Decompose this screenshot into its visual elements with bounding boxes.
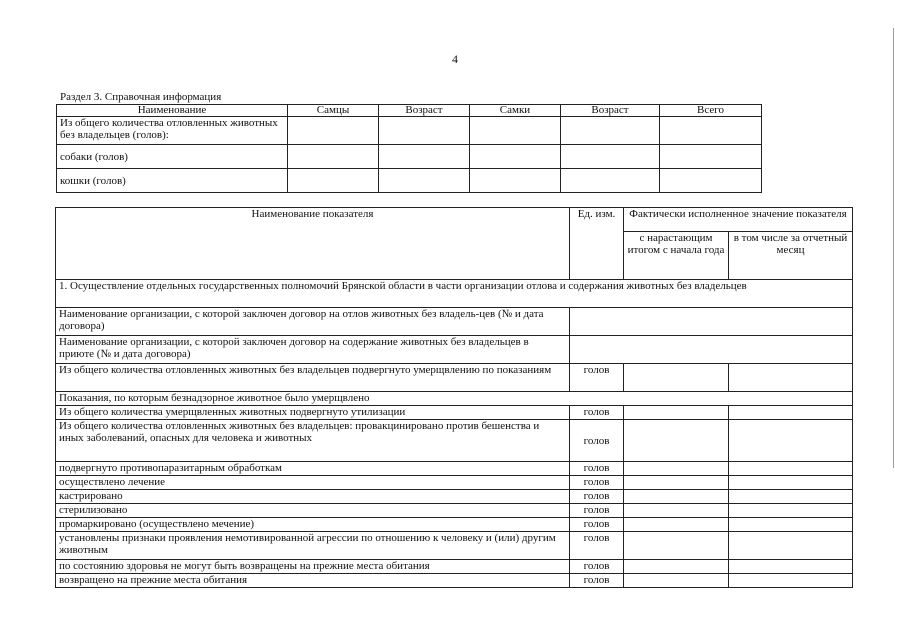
section-heading: 1. Осуществление отдельных государственных полномочий Брянской области в части организации отлова и содержания животных без владельцев (56, 280, 853, 308)
table-cell (379, 145, 470, 169)
table-row (56, 574, 853, 588)
animals-summary-table (56, 104, 762, 193)
table-row (56, 336, 853, 364)
row-label: кошки (голов) (57, 169, 288, 193)
unit-cell: голов (570, 476, 624, 490)
header-cumulative: с нарастающим итогом с начала года (624, 232, 729, 280)
unit-cell: голов (570, 406, 624, 420)
row-label: Из общего количества отловленных животных без владельцев подвергнуто умерщвлению по показаниям (56, 364, 570, 392)
table-cell (729, 574, 853, 588)
header-actual-value: Фактически исполненное значение показателя (624, 208, 853, 232)
table-cell (624, 490, 729, 504)
table-cell (624, 574, 729, 588)
unit-cell: голов (570, 462, 624, 476)
scan-edge-line (893, 28, 894, 468)
table-cell (470, 169, 561, 193)
table-cell (624, 364, 729, 392)
table-cell (729, 406, 853, 420)
table-cell (470, 117, 561, 145)
table-cell (288, 145, 379, 169)
table-row (57, 145, 762, 169)
table-row (56, 462, 853, 476)
row-label: установлены признаки проявления немотивированной агрессии по отношению к человеку и (или) другим животным (56, 532, 570, 560)
row-label: Наименование организации, с которой заключен договор на содержание животных без владельцев в приюте (№ и дата договора) (56, 336, 570, 364)
table-row (56, 406, 853, 420)
row-label: возвращено на прежние места обитания (56, 574, 570, 588)
row-label: Из общего количества умерщвленных животных подвергнуто утилизации (56, 406, 570, 420)
table-row (56, 504, 853, 518)
table-row (56, 364, 853, 392)
row-label: Показания, по которым безнадзорное животное было умерщвлено (56, 392, 853, 406)
table-cell (660, 169, 762, 193)
header-males: Самцы (288, 105, 379, 117)
table-header-row (56, 208, 853, 232)
table-cell (624, 420, 729, 462)
header-females: Самки (470, 105, 561, 117)
table-row (56, 392, 853, 406)
table-cell (561, 169, 660, 193)
table-row (56, 560, 853, 574)
section-title: Раздел 3. Справочная информация (60, 91, 222, 103)
row-label: собаки (голов) (57, 145, 288, 169)
table-cell (624, 462, 729, 476)
page-number: 4 (452, 52, 458, 66)
row-label: промаркировано (осуществлено мечение) (56, 518, 570, 532)
table-row (56, 476, 853, 490)
table-cell (660, 145, 762, 169)
table-cell (288, 169, 379, 193)
unit-cell: голов (570, 364, 624, 392)
table-row (56, 420, 853, 462)
row-label: подвергнуто противопаразитарным обработкам (56, 462, 570, 476)
header-total: Всего (660, 105, 762, 117)
indicators-table (55, 207, 853, 588)
table-header-row (57, 105, 762, 117)
unit-cell: голов (570, 532, 624, 560)
table-cell (561, 117, 660, 145)
row-label: стерилизовано (56, 504, 570, 518)
header-reporting-month: в том числе за отчетный месяц (729, 232, 853, 280)
table-row (57, 117, 762, 145)
row-label: кастрировано (56, 490, 570, 504)
table-cell (624, 406, 729, 420)
header-name: Наименование (57, 105, 288, 117)
table-cell (379, 117, 470, 145)
table-cell (729, 462, 853, 476)
header-age-females: Возраст (561, 105, 660, 117)
row-label: по состоянию здоровья не могут быть возвращены на прежние места обитания (56, 560, 570, 574)
table-cell (624, 560, 729, 574)
table-row (57, 169, 762, 193)
table-cell (729, 560, 853, 574)
row-label: осуществлено лечение (56, 476, 570, 490)
table-cell (624, 532, 729, 560)
table-cell (624, 518, 729, 532)
header-unit: Ед. изм. (570, 208, 624, 280)
unit-cell: голов (570, 420, 624, 462)
table-cell (729, 518, 853, 532)
table-cell (624, 476, 729, 490)
row-label: Из общего количества отловленных животных без владельцев: провакцинировано против бешенства и иных заболеваний, опасных для человека и животных (56, 420, 570, 462)
unit-cell: голов (570, 504, 624, 518)
table-cell (729, 420, 853, 462)
table-row (56, 490, 853, 504)
unit-cell: голов (570, 560, 624, 574)
table-cell (561, 145, 660, 169)
row-label: Наименование организации, с которой заключен договор на отлов животных без владель-цев (№ и дата договора) (56, 308, 570, 336)
row-label: Из общего количества отловленных животных без владельцев (голов): (57, 117, 288, 145)
table-cell (729, 364, 853, 392)
unit-cell: голов (570, 490, 624, 504)
unit-cell: голов (570, 518, 624, 532)
table-cell (570, 336, 853, 364)
table-cell (288, 117, 379, 145)
table-cell (624, 504, 729, 518)
table-cell (729, 476, 853, 490)
table-cell (729, 532, 853, 560)
table-row (56, 308, 853, 336)
table-row (56, 532, 853, 560)
section-row (56, 280, 853, 308)
table-cell (729, 504, 853, 518)
table-cell (570, 308, 853, 336)
header-indicator-name: Наименование показателя (56, 208, 570, 280)
unit-cell: голов (570, 574, 624, 588)
header-age-males: Возраст (379, 105, 470, 117)
table-cell (729, 490, 853, 504)
table-cell (660, 117, 762, 145)
table-row (56, 518, 853, 532)
table-cell (379, 169, 470, 193)
table-cell (470, 145, 561, 169)
